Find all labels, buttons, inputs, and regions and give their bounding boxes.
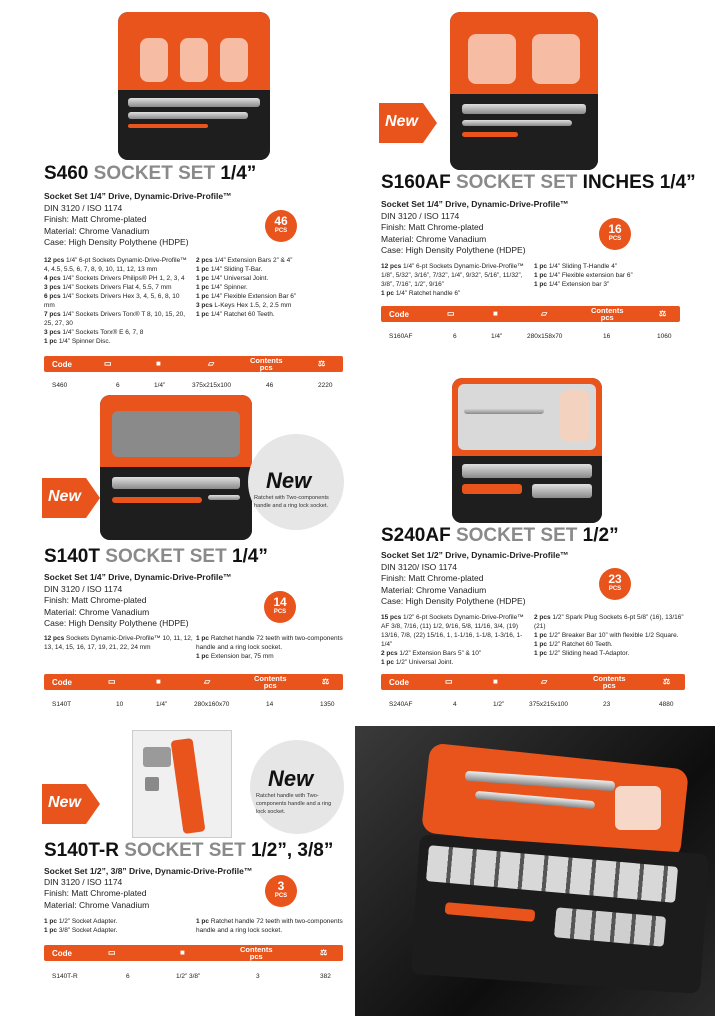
s160af-contents-col2: 1 pc 1/4” Sliding T-Handle 4” 1 pc 1/4” Flexible extension bar 6” 1 pc 1/4” Extension bar 3” bbox=[534, 263, 633, 288]
in-use-photo bbox=[355, 726, 715, 1016]
s140t-specs: DIN 3120 / ISO 1174 Finish: Matt Chrome-plated Material: Chrome Vanadium Case: High Density Polythene (HDPE) bbox=[44, 584, 189, 629]
weight-icon: ⚖ bbox=[663, 677, 671, 686]
square-drive-icon: ■ bbox=[180, 948, 185, 957]
s240af-product-photo bbox=[452, 378, 602, 523]
new-flag: New bbox=[379, 103, 437, 143]
drive-icon: ▭ bbox=[104, 359, 112, 368]
drive-icon: ▭ bbox=[445, 677, 453, 686]
case-dimensions-icon: ▱ bbox=[204, 677, 211, 686]
s460-contents-col1: 12 pcs 1/4” 6-pt Sockets Dynamic-Drive-Profile™ 4, 4.5, 5.5, 6, 7, 8, 9, 10, 11, 12, 13 mm 4 pcs 1/4” Sockets Drivers Philips® PH 1, 2, 3, 4 3 pcs 1/4” Sockets Drivers Flat 4, 5.5, 7 mm 6 pcs 1/4” Sockets Drivers Hex 3, 4, 5, 6, 8, 10 mm 7 pcs 1/4” Sockets Drivers Torx® T 8, 10, 15, 20, 25, 27, 30 3 pcs 1/4” Sockets Torx® E 6, 7, 8 1 pc 1/4” Spinner Disc. bbox=[44, 257, 187, 345]
s140t-contents-col2: 1 pc Ratchet handle 72 teeth with two-components handle and a ring lock socket. 1 pc Extension bar, 75 mm bbox=[196, 635, 343, 660]
s240af-contents-col2: 2 pcs 1/2” Spark Plug Sockets 6-pt 5/8” (16), 13/16” (21) 1 pc 1/2” Breaker Bar 10” with flexible 1/2 Square. 1 pc 1/2” Ratchet 60 Teeth. 1 pc 1/2” Sliding head T-Adaptor. bbox=[534, 614, 684, 657]
s240af-subtitle: Socket Set 1/2” Drive, Dynamic-Drive-Profile™ bbox=[381, 550, 569, 560]
s240af-table-header: Code ▭ ■ ▱ Contents pcs ⚖ bbox=[381, 674, 685, 690]
s160af-product-photo bbox=[450, 12, 598, 170]
s160af-specs: DIN 3120 / ISO 1174 Finish: Matt Chrome-plated Material: Chrome Vanadium Case: High Density Polythene (HDPE) bbox=[381, 211, 526, 256]
drive-icon: ▭ bbox=[108, 677, 116, 686]
s460-contents-col2: 2 pcs 1/4” Extension Bars 2” & 4” 1 pc 1/4” Sliding T-Bar. 1 pc 1/4” Universal Joint. 1 pc 1/4” Spinner. 1 pc 1/4” Flexible Extension Bar 6” 3 pcs L-Keys Hex 1.5, 2, 2.5 mm 1 pc 1/4” Ratchet 60 Teeth. bbox=[196, 257, 297, 318]
drive-icon: ▭ bbox=[447, 309, 455, 318]
s140tr-table-header: Code ▭ ■ Contents pcs ⚖ bbox=[44, 945, 343, 961]
s140tr-product-photo bbox=[132, 730, 232, 838]
s140t-table-header: Code ▭ ■ ▱ Contents pcs ⚖ bbox=[44, 674, 343, 690]
s160af-contents-col1: 12 pcs 1/4” 6-pt Sockets Dynamic-Drive-Profile™ 1/8”, 5/32”, 3/16”, 7/32”, 1/4”, 9/32”, 5/16”, 11/32”, 3/8”, 7/16”, 1/2”, 9/16” 1 pc 1/4” Ratchet handle 6” bbox=[381, 263, 524, 297]
square-drive-icon: ■ bbox=[493, 677, 498, 686]
s140tr-new-callout: New Ratchet handle with Two-components handle and a ring lock socket. bbox=[250, 740, 344, 834]
s140tr-contents-col2: 1 pc Ratchet handle 72 teeth with two-components handle and a ring lock socket. bbox=[196, 918, 343, 934]
s140tr-specs: DIN 3120 / ISO 1174 Finish: Matt Chrome-plated Material: Chrome Vanadium bbox=[44, 877, 150, 910]
s140t-pcs-badge: 14 PCS bbox=[264, 591, 296, 623]
s240af-specs: DIN 3120/ ISO 1174 Finish: Matt Chrome-plated Material: Chrome Vanadium Case: High Density Polythene (HDPE) bbox=[381, 562, 526, 607]
weight-icon: ⚖ bbox=[320, 948, 328, 957]
new-flag: New bbox=[42, 478, 100, 518]
s240af-pcs-badge: 23 PCS bbox=[599, 568, 631, 600]
s140tr-subtitle: Socket Set 1/2”, 3/8” Drive, Dynamic-Drive-Profile™ bbox=[44, 866, 253, 876]
s160af-subtitle: Socket Set 1/4” Drive, Dynamic-Drive-Profile™ bbox=[381, 199, 569, 209]
s160af-table-header: Code ▭ ■ ▱ Contents pcs ⚖ bbox=[381, 306, 680, 322]
s460-pcs-badge: 46 PCS bbox=[265, 210, 297, 242]
weight-icon: ⚖ bbox=[318, 359, 326, 368]
s240af-contents-col1: 15 pcs 1/2” 6-pt Sockets Dynamic-Drive-Profile™ AF 3/8, 7/16, (11) 1/2, 9/16, 5/8, 11/16, 3/4, (19) 13/16, 7/8, (22) 15/16, 1, 1-1/16, 1-1/8, 1-3/16, 1-1/4” 2 pcs 1/2” Extension Bars 5” & 10” 1 pc 1/2” Universal Joint. bbox=[381, 614, 524, 666]
case-dimensions-icon: ▱ bbox=[541, 677, 548, 686]
s140tr-pcs-badge: 3 PCS bbox=[265, 875, 297, 907]
s460-specs: DIN 3120 / ISO 1174 Finish: Matt Chrome-plated Material: Chrome Vanadium Case: High Density Polythene (HDPE) bbox=[44, 203, 189, 248]
s160af-title: S160AF SOCKET SET INCHES 1/4” bbox=[381, 172, 696, 193]
new-flag: New bbox=[42, 784, 100, 824]
square-drive-icon: ■ bbox=[156, 677, 161, 686]
drive-icon: ▭ bbox=[108, 948, 116, 957]
square-drive-icon: ■ bbox=[493, 309, 498, 318]
s160af-pcs-badge: 16 PCS bbox=[599, 218, 631, 250]
s460-subtitle: Socket Set 1/4” Drive, Dynamic-Drive-Profile™ bbox=[44, 191, 232, 201]
s140tr-title: S140T-R SOCKET SET 1/2”, 3/8” bbox=[44, 840, 334, 861]
weight-icon: ⚖ bbox=[322, 677, 330, 686]
s140t-title: S140T SOCKET SET 1/4” bbox=[44, 546, 268, 567]
s140t-contents-col1: 12 pcs Sockets Dynamic-Drive-Profile™ 10, 11, 12, 13, 14, 15, 16, 17, 19, 21, 22, 24 mm bbox=[44, 635, 193, 651]
s240af-title: S240AF SOCKET SET 1/2” bbox=[381, 525, 619, 546]
s140tr-contents-col1: 1 pc 1/2” Socket Adapter. 1 pc 3/8” Socket Adapter. bbox=[44, 918, 118, 934]
weight-icon: ⚖ bbox=[659, 309, 667, 318]
case-dimensions-icon: ▱ bbox=[541, 309, 548, 318]
s460-product-photo bbox=[118, 12, 270, 160]
square-drive-icon: ■ bbox=[156, 359, 161, 368]
s140t-subtitle: Socket Set 1/4” Drive, Dynamic-Drive-Profile™ bbox=[44, 572, 232, 582]
s140t-new-callout: New Ratchet with Two-components handle and a ring lock socket. bbox=[248, 434, 344, 530]
case-dimensions-icon: ▱ bbox=[208, 359, 215, 368]
s140t-product-photo bbox=[100, 395, 252, 540]
s460-title: S460 SOCKET SET 1/4” bbox=[44, 163, 257, 184]
s460-table-header: Code ▭ ■ ▱ Contents pcs ⚖ bbox=[44, 356, 343, 372]
